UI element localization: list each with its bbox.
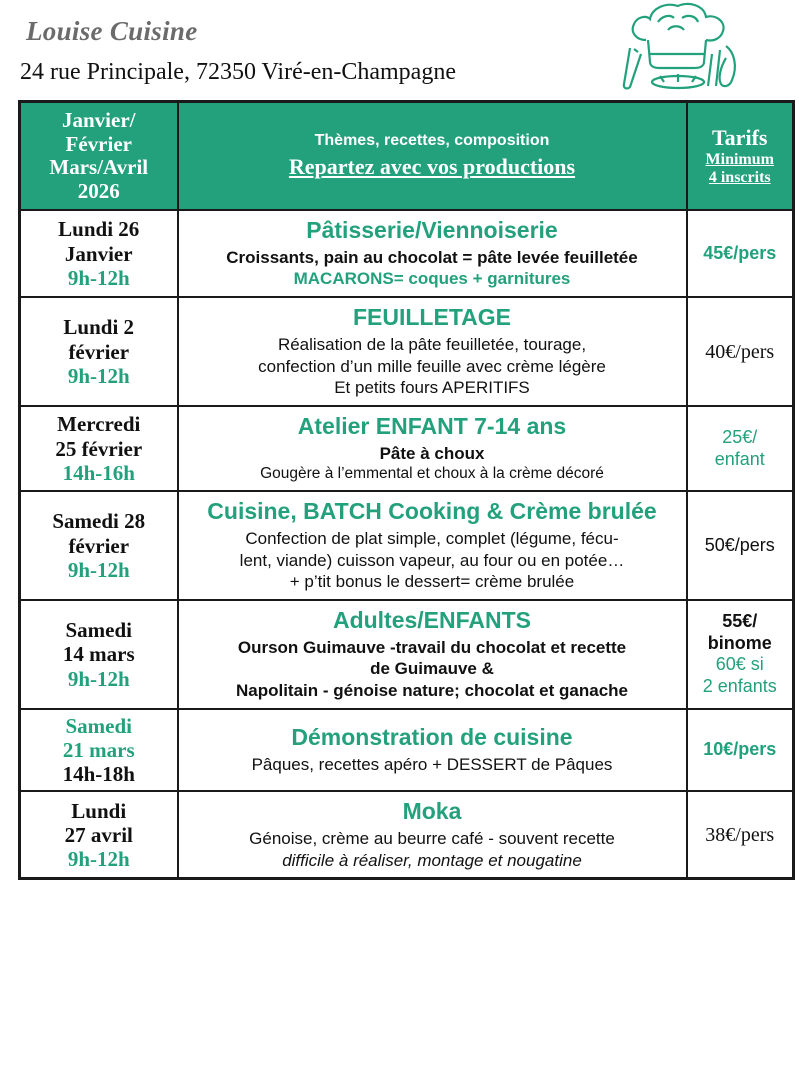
row-description-cell — [178, 709, 687, 791]
price-line: 55€/ — [722, 611, 758, 632]
schedule-table — [18, 100, 795, 880]
date-line: 25 février — [55, 436, 143, 461]
table-row — [20, 491, 794, 600]
header-themes-subtitle: Thèmes, recettes, composition — [314, 132, 550, 150]
course-detail-line: Génoise, crème au beurre café - souvent recette — [249, 828, 615, 848]
price-line: 60€ si — [715, 654, 764, 675]
brand-title: Louise Cuisine — [26, 16, 198, 46]
header-price-title: Tarifs — [712, 124, 768, 150]
header-price-minimum: Minimum — [705, 150, 774, 168]
header-price-registrants: 4 inscrits — [708, 169, 771, 187]
course-detail-line: Napolitain - génoise nature; chocolat et ganache — [235, 681, 628, 701]
date-line: Samedi 28 — [52, 509, 146, 534]
row-price-cell — [687, 709, 794, 791]
row-price-cell — [687, 791, 794, 879]
header-date-line-3: Mars/Avril — [49, 155, 149, 180]
row-date-cell — [20, 210, 178, 297]
date-line: 21 mars — [62, 738, 135, 762]
course-title: Moka — [402, 798, 462, 825]
course-detail-line: de Guimauve & — [370, 659, 494, 679]
header-themes-cell — [178, 102, 687, 211]
course-title: Pâtisserie/Viennoiserie — [306, 217, 558, 244]
date-time-line: 9h-12h — [67, 557, 130, 582]
row-description-cell — [178, 406, 687, 491]
table-header-row — [20, 102, 794, 211]
row-date-cell — [20, 491, 178, 600]
course-detail-line: Croissants, pain au chocolat = pâte levée feuilletée — [226, 247, 638, 267]
course-title: FEUILLETAGE — [352, 304, 511, 331]
date-line: février — [68, 339, 130, 364]
course-title: Démonstration de cuisine — [291, 724, 573, 751]
header-date-line-1: Janvier/ — [62, 108, 136, 132]
date-line: Samedi — [65, 618, 132, 643]
date-time-line: 14h-18h — [62, 762, 135, 787]
row-price-cell — [687, 406, 794, 491]
row-price-cell — [687, 297, 794, 406]
row-description-cell — [178, 210, 687, 297]
schedule-table-wrapper — [0, 100, 810, 880]
date-time-line: 9h-12h — [67, 265, 130, 290]
course-title: Adultes/ENFANTS — [332, 607, 532, 634]
date-line: Janvier — [64, 241, 133, 266]
date-line: 14 mars — [62, 642, 135, 667]
row-date-cell — [20, 709, 178, 791]
course-detail-line: MACARONS= coques + garnitures — [293, 269, 571, 289]
date-time-line: 9h-12h — [67, 846, 130, 871]
row-description-cell — [178, 491, 687, 600]
address-line: 24 rue Principale, 72350 Viré-en-Champagne — [20, 59, 456, 85]
date-line: Samedi — [65, 713, 132, 738]
header-dates-cell — [20, 102, 178, 211]
table-row — [20, 210, 794, 297]
document-header — [0, 0, 810, 100]
course-title: Cuisine, BATCH Cooking & Crème brulée — [207, 498, 657, 525]
header-themes-title: Repartez avec vos productions — [288, 154, 576, 180]
row-date-cell — [20, 600, 178, 709]
course-detail-line: + p’tit bonus le dessert= crème brulée — [289, 572, 575, 592]
price-line: 38€/pers — [705, 823, 775, 846]
row-price-cell — [687, 491, 794, 600]
row-description-cell — [178, 791, 687, 879]
course-title: Atelier ENFANT 7-14 ans — [297, 413, 567, 439]
price-line: 40€/pers — [705, 340, 775, 363]
course-detail-line: Réalisation de la pâte feuilletée, tourage, — [277, 334, 587, 354]
price-line: 2 enfants — [702, 676, 777, 697]
course-detail-line: Et petits fours APERITIFS — [334, 378, 530, 398]
row-description-cell — [178, 297, 687, 406]
price-line: 25€/ — [722, 426, 758, 447]
course-detail-line: Pâte à choux — [379, 443, 485, 463]
course-detail-line: Ourson Guimauve -travail du chocolat et recette — [237, 637, 627, 657]
row-date-cell — [20, 297, 178, 406]
course-detail-line: confection d’un mille feuille avec crème légère — [258, 356, 606, 376]
header-date-line-4: 2026 — [77, 178, 120, 203]
date-line: Lundi 2 — [63, 315, 135, 340]
row-price-cell — [687, 600, 794, 709]
price-line: enfant — [714, 448, 765, 469]
course-detail-line: Pâques, recettes apéro + DESSERT de Pâques — [251, 754, 613, 774]
date-time-line: 9h-12h — [67, 666, 130, 691]
course-detail-line: difficile à réaliser, montage et nougatine — [282, 850, 582, 870]
row-date-cell — [20, 406, 178, 491]
table-row — [20, 600, 794, 709]
course-detail-line: Gougère à l’emmental et choux à la crème décoré — [260, 465, 604, 483]
course-detail-line: lent, viande) cuisson vapeur, au four ou en potée… — [239, 550, 625, 570]
price-line: 45€/pers — [703, 242, 777, 263]
date-line: février — [68, 533, 130, 558]
header-prices-cell — [687, 102, 794, 211]
chef-hat-utensils-logo-icon — [608, 0, 748, 92]
date-line: 27 avril — [64, 822, 133, 847]
row-date-cell — [20, 791, 178, 879]
date-time-line: 14h-16h — [62, 460, 135, 485]
row-description-cell — [178, 600, 687, 709]
schedule-table-body — [20, 210, 794, 879]
table-row — [20, 406, 794, 491]
table-row — [20, 297, 794, 406]
table-row — [20, 791, 794, 879]
price-line: 50€/pers — [704, 534, 775, 555]
price-line: binome — [707, 632, 772, 653]
date-time-line: 9h-12h — [67, 363, 130, 388]
course-detail-line: Confection de plat simple, complet (légume, fécu- — [245, 528, 619, 548]
header-date-line-2: Février — [65, 131, 132, 156]
date-line: Mercredi — [57, 412, 141, 437]
date-line: Lundi — [71, 798, 127, 823]
table-row — [20, 709, 794, 791]
row-price-cell — [687, 210, 794, 297]
price-line: 10€/pers — [703, 739, 777, 760]
date-line: Lundi 26 — [58, 217, 140, 242]
